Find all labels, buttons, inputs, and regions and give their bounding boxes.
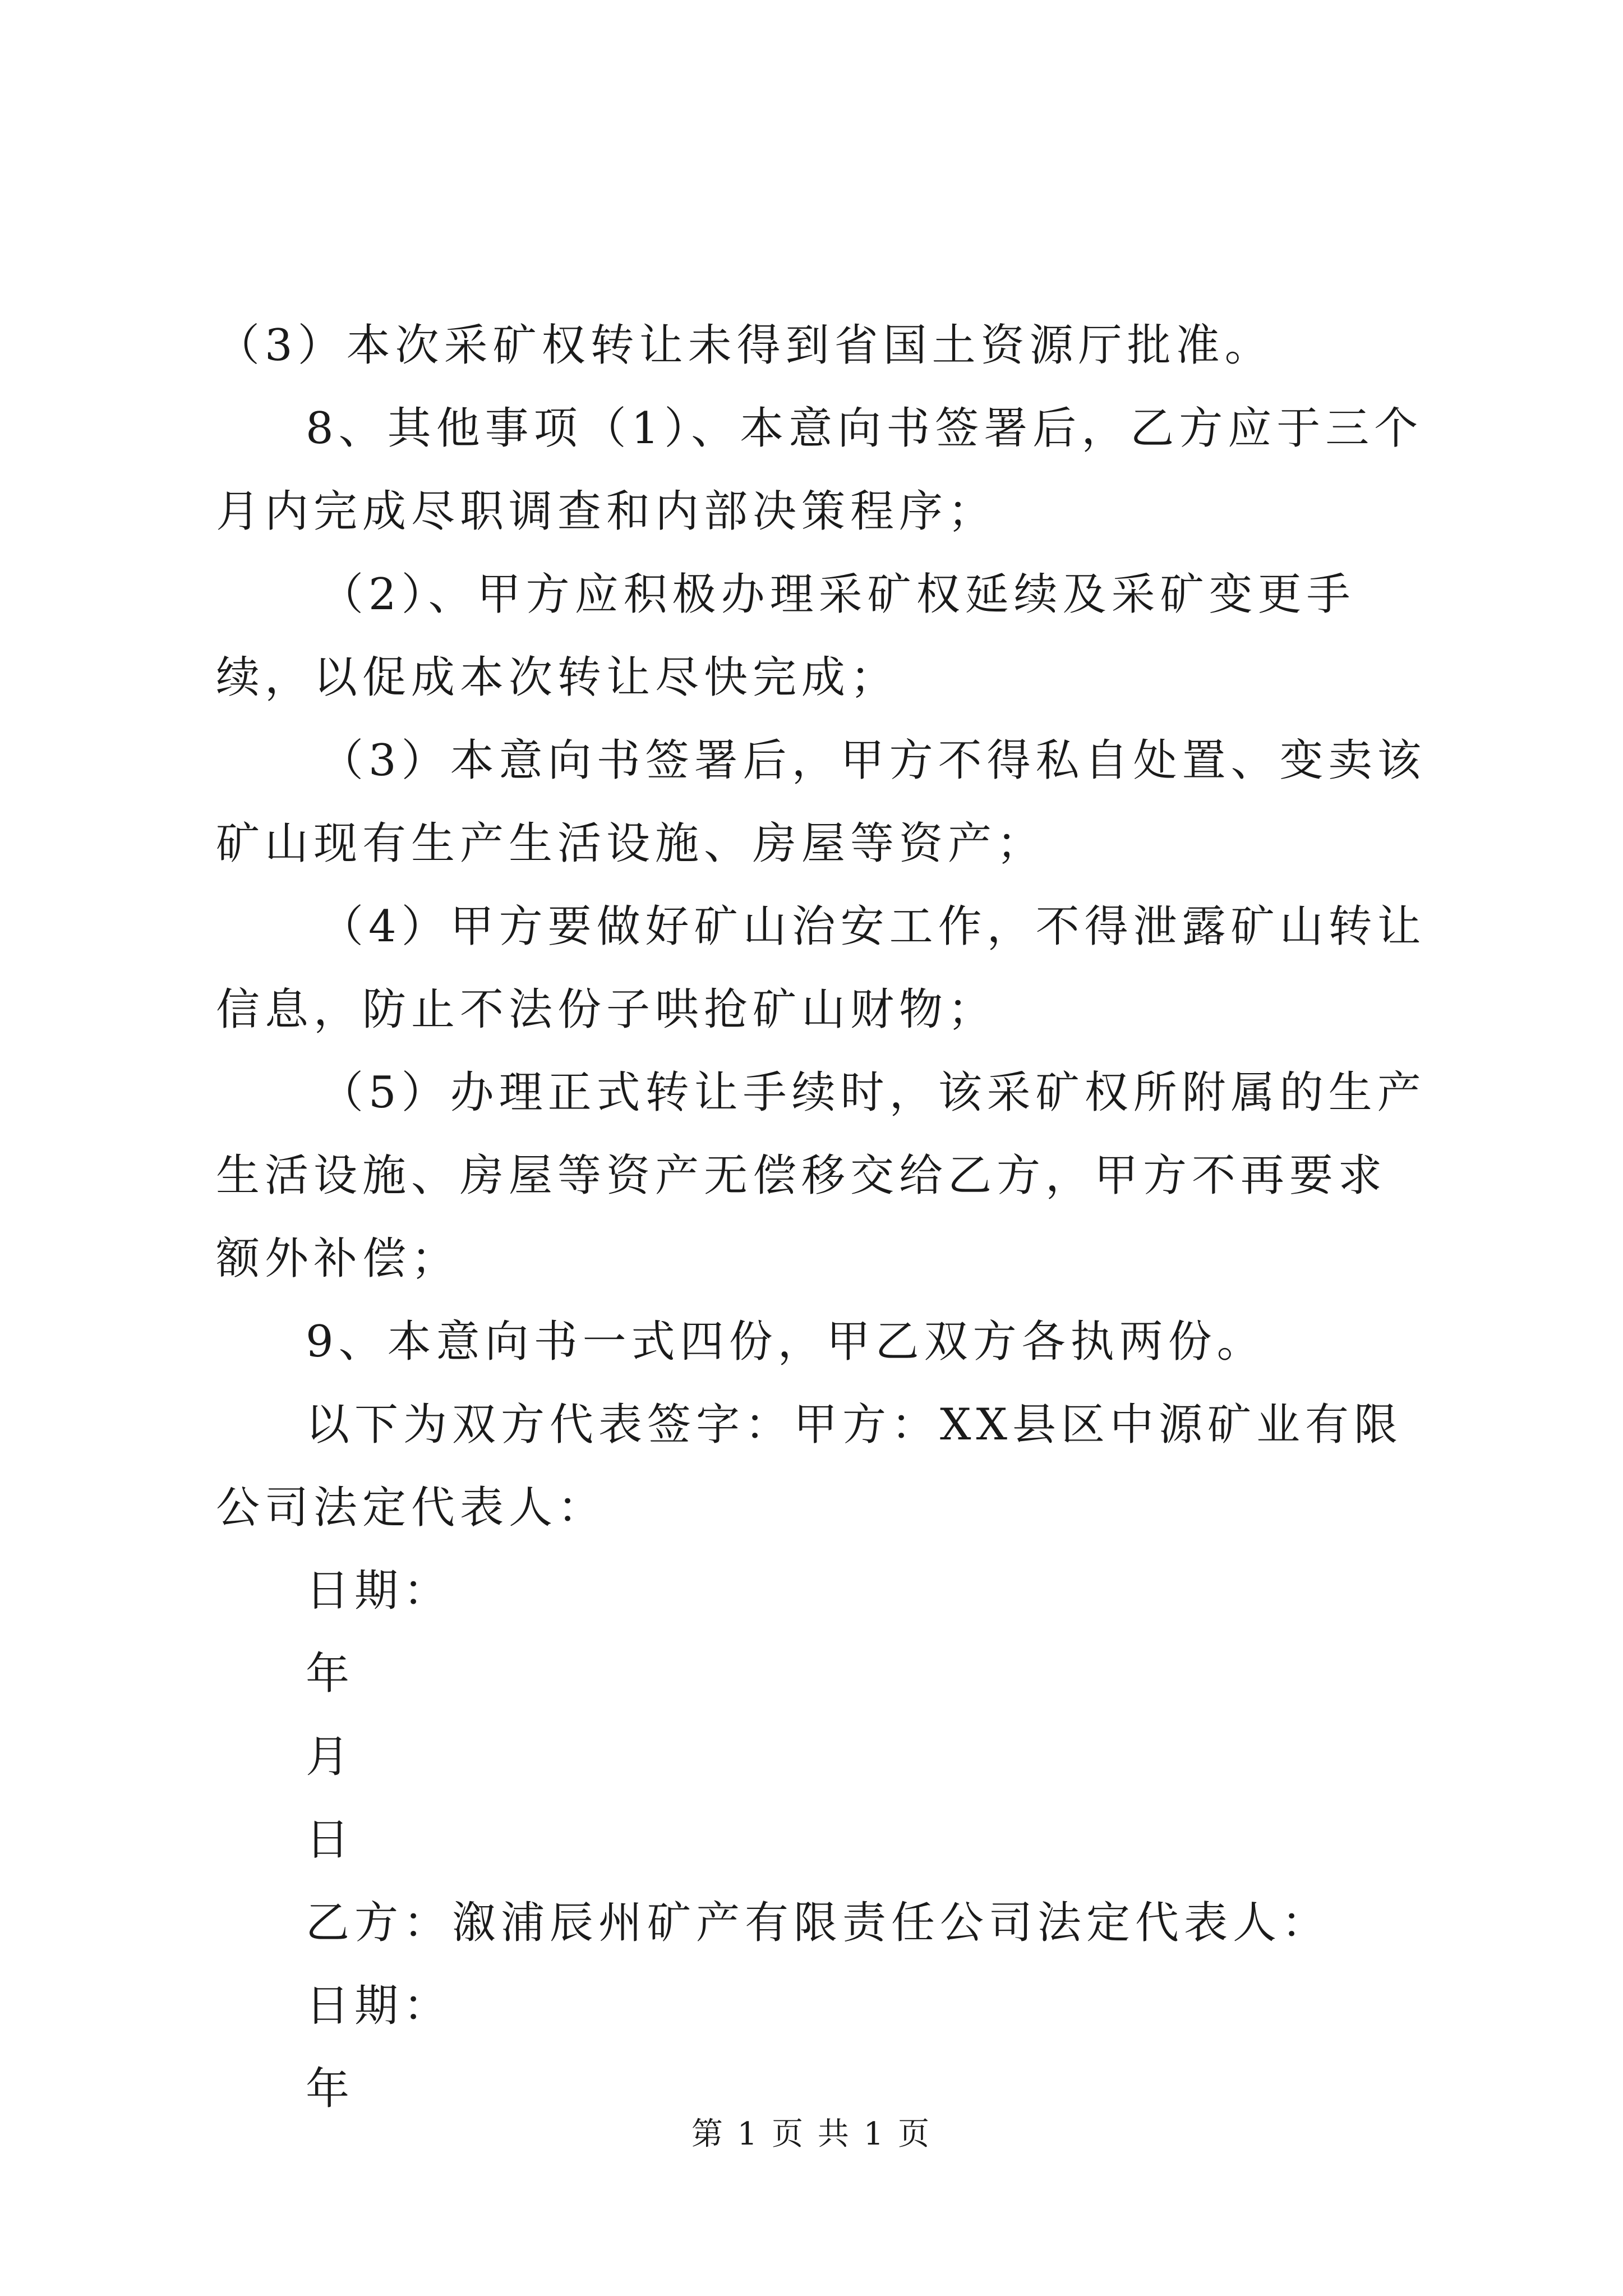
document-body [216, 304, 1433, 2131]
paragraph-item-8: 8、其他事项（1）、本意向书签署后，乙方应于三个月内完成尽职调查和内部决策程序； [216, 403, 1423, 537]
paragraph-item-9: 9、本意向书一式四份，甲乙双方各执两份。 [306, 1317, 1266, 1367]
paragraph-item-8-4: （4）甲方要做好矿山治安工作，不得泄露矿山转让信息，防止不法份子哄抢矿山财物； [216, 901, 1426, 1035]
date-label-a: 日期： [306, 1566, 453, 1616]
paragraph-item-8-5: （5）办理正式转让手续时，该采矿权所附属的生产生活设施、房屋等资产无偿移交给乙方，甲方不再要求额外补偿； [216, 1068, 1426, 1284]
year-label-b: 年 [306, 2064, 355, 2114]
date-label-b: 日期： [306, 1981, 453, 2031]
day-label-a: 日 [306, 1815, 355, 1865]
paragraph-item-8-3: （3）本意向书签署后，甲方不得私自处置、变卖该矿山现有生产生活设施、房屋等资产； [216, 735, 1426, 869]
paragraph-clause-3: （3）本次采矿权转让未得到省国土资源厅批准。 [216, 320, 1274, 371]
month-label-a: 月 [306, 1732, 355, 1782]
year-label-a: 年 [306, 1649, 355, 1699]
paragraph-item-8-2: （2）、甲方应积极办理采矿权延续及采矿变更手续，以促成本次转让尽快完成； [216, 569, 1355, 703]
signature-party-a: 以下为双方代表签字：甲方：XX县区中源矿业有限公司法定代表人： [216, 1400, 1403, 1533]
page-number-footer: 第 1 页 共 1 页 [691, 2116, 932, 2152]
signature-party-b: 乙方：溆浦辰州矿产有限责任公司法定代表人： [306, 1898, 1331, 1948]
